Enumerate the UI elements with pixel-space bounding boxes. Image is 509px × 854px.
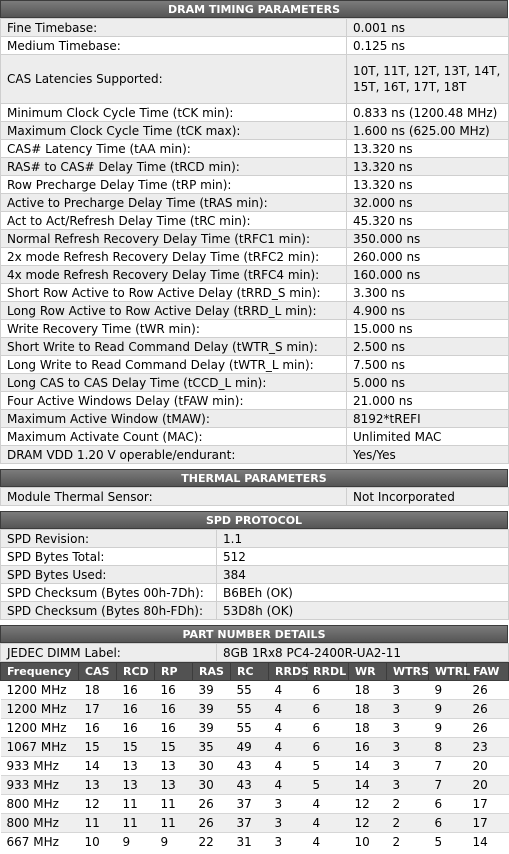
spd-label: SPD Bytes Total: bbox=[1, 548, 217, 566]
column-header: FAW bbox=[467, 663, 509, 681]
table-cell: 55 bbox=[231, 681, 269, 700]
spd-value: B6BEh (OK) bbox=[217, 584, 509, 602]
spd-row bbox=[1, 566, 509, 584]
table-cell: 18 bbox=[349, 719, 387, 738]
dram-timing-value: 10T, 11T, 12T, 13T, 14T, 15T, 16T, 17T, 18T bbox=[347, 55, 509, 104]
dram-timing-value: 45.320 ns bbox=[347, 212, 509, 230]
spd-label: SPD Checksum (Bytes 00h-7Dh): bbox=[1, 584, 217, 602]
table-cell: 9 bbox=[429, 681, 467, 700]
thermal-value: Not Incorporated bbox=[347, 488, 509, 506]
table-cell: 15 bbox=[117, 738, 155, 757]
table-cell: 800 MHz bbox=[1, 814, 79, 833]
table-cell: 1067 MHz bbox=[1, 738, 79, 757]
dram-timing-label: Maximum Activate Count (MAC): bbox=[1, 428, 347, 446]
column-header: WTRL bbox=[429, 663, 467, 681]
table-row bbox=[1, 757, 509, 776]
dram-timing-row bbox=[1, 176, 509, 194]
dram-timing-label: Row Precharge Delay Time (tRP min): bbox=[1, 176, 347, 194]
table-cell: 2 bbox=[387, 814, 429, 833]
table-row bbox=[1, 738, 509, 757]
dram-timing-label: RAS# to CAS# Delay Time (tRCD min): bbox=[1, 158, 347, 176]
table-cell: 39 bbox=[193, 681, 231, 700]
dram-timing-row bbox=[1, 194, 509, 212]
dram-timing-label: Short Row Active to Row Active Delay (tRRD_S min): bbox=[1, 284, 347, 302]
dram-timing-label: 2x mode Refresh Recovery Delay Time (tRFC2 min): bbox=[1, 248, 347, 266]
dram-timing-value: 0.125 ns bbox=[347, 37, 509, 55]
table-cell: 9 bbox=[429, 700, 467, 719]
dram-timing-label: Long CAS to CAS Delay Time (tCCD_L min): bbox=[1, 374, 347, 392]
spd-label: SPD Bytes Used: bbox=[1, 566, 217, 584]
table-cell: 14 bbox=[467, 833, 509, 852]
table-cell: 17 bbox=[467, 814, 509, 833]
spd-row bbox=[1, 584, 509, 602]
table-cell: 30 bbox=[193, 757, 231, 776]
table-cell: 800 MHz bbox=[1, 795, 79, 814]
dram-timing-row bbox=[1, 446, 509, 464]
frequency-timing-table bbox=[0, 662, 509, 851]
table-cell: 10 bbox=[79, 833, 117, 852]
table-row bbox=[1, 795, 509, 814]
table-cell: 26 bbox=[193, 795, 231, 814]
table-cell: 55 bbox=[231, 700, 269, 719]
dram-timing-value: Unlimited MAC bbox=[347, 428, 509, 446]
table-cell: 5 bbox=[307, 757, 349, 776]
table-cell: 13 bbox=[79, 776, 117, 795]
table-cell: 11 bbox=[79, 814, 117, 833]
table-cell: 17 bbox=[467, 795, 509, 814]
column-header: Frequency bbox=[1, 663, 79, 681]
table-cell: 8 bbox=[429, 738, 467, 757]
table-cell: 16 bbox=[79, 719, 117, 738]
table-cell: 31 bbox=[231, 833, 269, 852]
dram-timing-label: CAS# Latency Time (tAA min): bbox=[1, 140, 347, 158]
dram-timing-row bbox=[1, 356, 509, 374]
dram-timing-row bbox=[1, 140, 509, 158]
table-cell: 12 bbox=[79, 795, 117, 814]
part-number-value: 8GB 1Rx8 PC4-2400R-UA2-11 bbox=[217, 644, 509, 662]
column-header: WTRS bbox=[387, 663, 429, 681]
dram-timing-label: Long Write to Read Command Delay (tWTR_L min): bbox=[1, 356, 347, 374]
table-cell: 3 bbox=[269, 833, 307, 852]
dram-timing-label: Act to Act/Refresh Delay Time (tRC min): bbox=[1, 212, 347, 230]
dram-timing-label: DRAM VDD 1.20 V operable/endurant: bbox=[1, 446, 347, 464]
table-cell: 11 bbox=[117, 795, 155, 814]
table-cell: 26 bbox=[467, 681, 509, 700]
dram-timing-row bbox=[1, 392, 509, 410]
dram-timing-value: 13.320 ns bbox=[347, 158, 509, 176]
table-cell: 9 bbox=[429, 719, 467, 738]
table-cell: 15 bbox=[79, 738, 117, 757]
table-cell: 3 bbox=[387, 719, 429, 738]
table-cell: 4 bbox=[269, 681, 307, 700]
table-cell: 3 bbox=[387, 700, 429, 719]
dram-timing-value: 5.000 ns bbox=[347, 374, 509, 392]
table-cell: 933 MHz bbox=[1, 757, 79, 776]
table-cell: 13 bbox=[155, 776, 193, 795]
spd-value: 384 bbox=[217, 566, 509, 584]
table-cell: 37 bbox=[231, 795, 269, 814]
dram-timing-header: DRAM TIMING PARAMETERS bbox=[0, 0, 508, 18]
table-cell: 933 MHz bbox=[1, 776, 79, 795]
table-cell: 4 bbox=[269, 719, 307, 738]
table-cell: 11 bbox=[155, 814, 193, 833]
part-number-table bbox=[0, 643, 509, 662]
thermal-header: THERMAL PARAMETERS bbox=[0, 469, 508, 487]
table-cell: 26 bbox=[467, 719, 509, 738]
table-row bbox=[1, 833, 509, 852]
part-number-row bbox=[1, 644, 509, 662]
table-cell: 4 bbox=[269, 757, 307, 776]
spd-protocol-table bbox=[0, 529, 509, 620]
table-cell: 5 bbox=[307, 776, 349, 795]
table-cell: 1200 MHz bbox=[1, 700, 79, 719]
dram-timing-label: Maximum Clock Cycle Time (tCK max): bbox=[1, 122, 347, 140]
table-cell: 12 bbox=[349, 814, 387, 833]
spd-row bbox=[1, 602, 509, 620]
part-number-header: PART NUMBER DETAILS bbox=[0, 625, 508, 643]
table-cell: 20 bbox=[467, 757, 509, 776]
table-cell: 18 bbox=[79, 681, 117, 700]
spd-label: SPD Revision: bbox=[1, 530, 217, 548]
dram-timing-value: 350.000 ns bbox=[347, 230, 509, 248]
dram-timing-value: 7.500 ns bbox=[347, 356, 509, 374]
column-header: WR bbox=[349, 663, 387, 681]
table-cell: 6 bbox=[307, 681, 349, 700]
table-cell: 10 bbox=[349, 833, 387, 852]
dram-timing-row bbox=[1, 284, 509, 302]
table-row bbox=[1, 681, 509, 700]
table-cell: 26 bbox=[467, 700, 509, 719]
table-cell: 16 bbox=[117, 719, 155, 738]
spd-value: 53D8h (OK) bbox=[217, 602, 509, 620]
table-cell: 7 bbox=[429, 757, 467, 776]
table-cell: 7 bbox=[429, 776, 467, 795]
table-cell: 4 bbox=[269, 776, 307, 795]
table-cell: 35 bbox=[193, 738, 231, 757]
table-cell: 9 bbox=[155, 833, 193, 852]
table-cell: 16 bbox=[349, 738, 387, 757]
dram-timing-row bbox=[1, 19, 509, 37]
table-cell: 4 bbox=[307, 795, 349, 814]
table-cell: 3 bbox=[387, 776, 429, 795]
table-cell: 18 bbox=[349, 681, 387, 700]
table-cell: 14 bbox=[349, 776, 387, 795]
table-cell: 2 bbox=[387, 833, 429, 852]
thermal-row bbox=[1, 488, 509, 506]
table-cell: 16 bbox=[117, 700, 155, 719]
column-header: RCD bbox=[117, 663, 155, 681]
dram-timing-value: 3.300 ns bbox=[347, 284, 509, 302]
dram-timing-value: 15.000 ns bbox=[347, 320, 509, 338]
table-row bbox=[1, 776, 509, 795]
dram-timing-label: Medium Timebase: bbox=[1, 37, 347, 55]
table-cell: 43 bbox=[231, 757, 269, 776]
spd-row bbox=[1, 548, 509, 566]
dram-timing-value: 0.001 ns bbox=[347, 19, 509, 37]
dram-timing-label: 4x mode Refresh Recovery Delay Time (tRFC4 min): bbox=[1, 266, 347, 284]
table-cell: 6 bbox=[307, 719, 349, 738]
column-header: RRDS bbox=[269, 663, 307, 681]
table-cell: 3 bbox=[269, 795, 307, 814]
dram-timing-label: Four Active Windows Delay (tFAW min): bbox=[1, 392, 347, 410]
table-cell: 4 bbox=[307, 833, 349, 852]
table-cell: 16 bbox=[155, 719, 193, 738]
table-cell: 14 bbox=[349, 757, 387, 776]
dram-timing-table bbox=[0, 18, 509, 464]
table-cell: 22 bbox=[193, 833, 231, 852]
table-cell: 20 bbox=[467, 776, 509, 795]
table-cell: 16 bbox=[117, 681, 155, 700]
table-cell: 30 bbox=[193, 776, 231, 795]
dram-timing-row bbox=[1, 320, 509, 338]
table-cell: 1200 MHz bbox=[1, 719, 79, 738]
column-header: RRDL bbox=[307, 663, 349, 681]
table-cell: 12 bbox=[349, 795, 387, 814]
table-cell: 5 bbox=[429, 833, 467, 852]
dram-timing-row bbox=[1, 266, 509, 284]
dram-timing-value: 32.000 ns bbox=[347, 194, 509, 212]
spd-value: 1.1 bbox=[217, 530, 509, 548]
table-cell: 6 bbox=[307, 700, 349, 719]
dram-timing-value: 160.000 ns bbox=[347, 266, 509, 284]
dram-timing-value: Yes/Yes bbox=[347, 446, 509, 464]
dram-timing-value: 0.833 ns (1200.48 MHz) bbox=[347, 104, 509, 122]
dram-timing-row bbox=[1, 104, 509, 122]
dram-timing-label: Short Write to Read Command Delay (tWTR_S min): bbox=[1, 338, 347, 356]
dram-timing-value: 1.600 ns (625.00 MHz) bbox=[347, 122, 509, 140]
dram-timing-row bbox=[1, 55, 509, 104]
dram-timing-row bbox=[1, 37, 509, 55]
table-cell: 6 bbox=[307, 738, 349, 757]
table-cell: 18 bbox=[349, 700, 387, 719]
dram-timing-label: Fine Timebase: bbox=[1, 19, 347, 37]
spd-protocol-header: SPD PROTOCOL bbox=[0, 511, 508, 529]
table-row bbox=[1, 814, 509, 833]
dram-timing-value: 260.000 ns bbox=[347, 248, 509, 266]
table-cell: 43 bbox=[231, 776, 269, 795]
table-cell: 13 bbox=[155, 757, 193, 776]
table-cell: 55 bbox=[231, 719, 269, 738]
dram-timing-label: Long Row Active to Row Active Delay (tRRD_L min): bbox=[1, 302, 347, 320]
dram-timing-row bbox=[1, 230, 509, 248]
table-cell: 16 bbox=[155, 681, 193, 700]
dram-timing-label: Minimum Clock Cycle Time (tCK min): bbox=[1, 104, 347, 122]
dram-timing-label: Maximum Active Window (tMAW): bbox=[1, 410, 347, 428]
table-cell: 11 bbox=[155, 795, 193, 814]
table-cell: 39 bbox=[193, 700, 231, 719]
dram-timing-row bbox=[1, 302, 509, 320]
dram-timing-row bbox=[1, 248, 509, 266]
column-header: CAS bbox=[79, 663, 117, 681]
table-cell: 3 bbox=[387, 681, 429, 700]
table-cell: 26 bbox=[193, 814, 231, 833]
dram-timing-label: CAS Latencies Supported: bbox=[1, 55, 347, 104]
column-header: RC bbox=[231, 663, 269, 681]
dram-timing-row bbox=[1, 338, 509, 356]
table-cell: 4 bbox=[269, 738, 307, 757]
dram-timing-row bbox=[1, 158, 509, 176]
column-header: RP bbox=[155, 663, 193, 681]
table-cell: 17 bbox=[79, 700, 117, 719]
dram-timing-value: 21.000 ns bbox=[347, 392, 509, 410]
table-row bbox=[1, 719, 509, 738]
dram-timing-value: 13.320 ns bbox=[347, 176, 509, 194]
table-cell: 4 bbox=[307, 814, 349, 833]
table-cell: 15 bbox=[155, 738, 193, 757]
dram-timing-row bbox=[1, 410, 509, 428]
table-cell: 3 bbox=[269, 814, 307, 833]
table-cell: 1200 MHz bbox=[1, 681, 79, 700]
dram-timing-value: 13.320 ns bbox=[347, 140, 509, 158]
dram-timing-row bbox=[1, 428, 509, 446]
table-cell: 13 bbox=[117, 757, 155, 776]
dram-timing-label: Write Recovery Time (tWR min): bbox=[1, 320, 347, 338]
spd-label: SPD Checksum (Bytes 80h-FDh): bbox=[1, 602, 217, 620]
dram-timing-row bbox=[1, 374, 509, 392]
table-cell: 49 bbox=[231, 738, 269, 757]
dram-timing-label: Normal Refresh Recovery Delay Time (tRFC1 min): bbox=[1, 230, 347, 248]
table-cell: 2 bbox=[387, 795, 429, 814]
table-cell: 37 bbox=[231, 814, 269, 833]
table-cell: 3 bbox=[387, 757, 429, 776]
table-cell: 23 bbox=[467, 738, 509, 757]
table-cell: 11 bbox=[117, 814, 155, 833]
table-cell: 667 MHz bbox=[1, 833, 79, 852]
table-cell: 14 bbox=[79, 757, 117, 776]
spd-value: 512 bbox=[217, 548, 509, 566]
part-number-label: JEDEC DIMM Label: bbox=[1, 644, 217, 662]
table-cell: 6 bbox=[429, 795, 467, 814]
thermal-table bbox=[0, 487, 509, 506]
dram-timing-label: Active to Precharge Delay Time (tRAS min): bbox=[1, 194, 347, 212]
table-row bbox=[1, 700, 509, 719]
column-header: RAS bbox=[193, 663, 231, 681]
table-cell: 16 bbox=[155, 700, 193, 719]
table-cell: 9 bbox=[117, 833, 155, 852]
table-cell: 3 bbox=[387, 738, 429, 757]
dram-timing-value: 4.900 ns bbox=[347, 302, 509, 320]
dram-timing-value: 8192*tREFI bbox=[347, 410, 509, 428]
dram-timing-row bbox=[1, 122, 509, 140]
dram-timing-value: 2.500 ns bbox=[347, 338, 509, 356]
thermal-label: Module Thermal Sensor: bbox=[1, 488, 347, 506]
table-cell: 39 bbox=[193, 719, 231, 738]
dram-timing-row bbox=[1, 212, 509, 230]
table-cell: 6 bbox=[429, 814, 467, 833]
table-cell: 4 bbox=[269, 700, 307, 719]
spd-row bbox=[1, 530, 509, 548]
table-cell: 13 bbox=[117, 776, 155, 795]
